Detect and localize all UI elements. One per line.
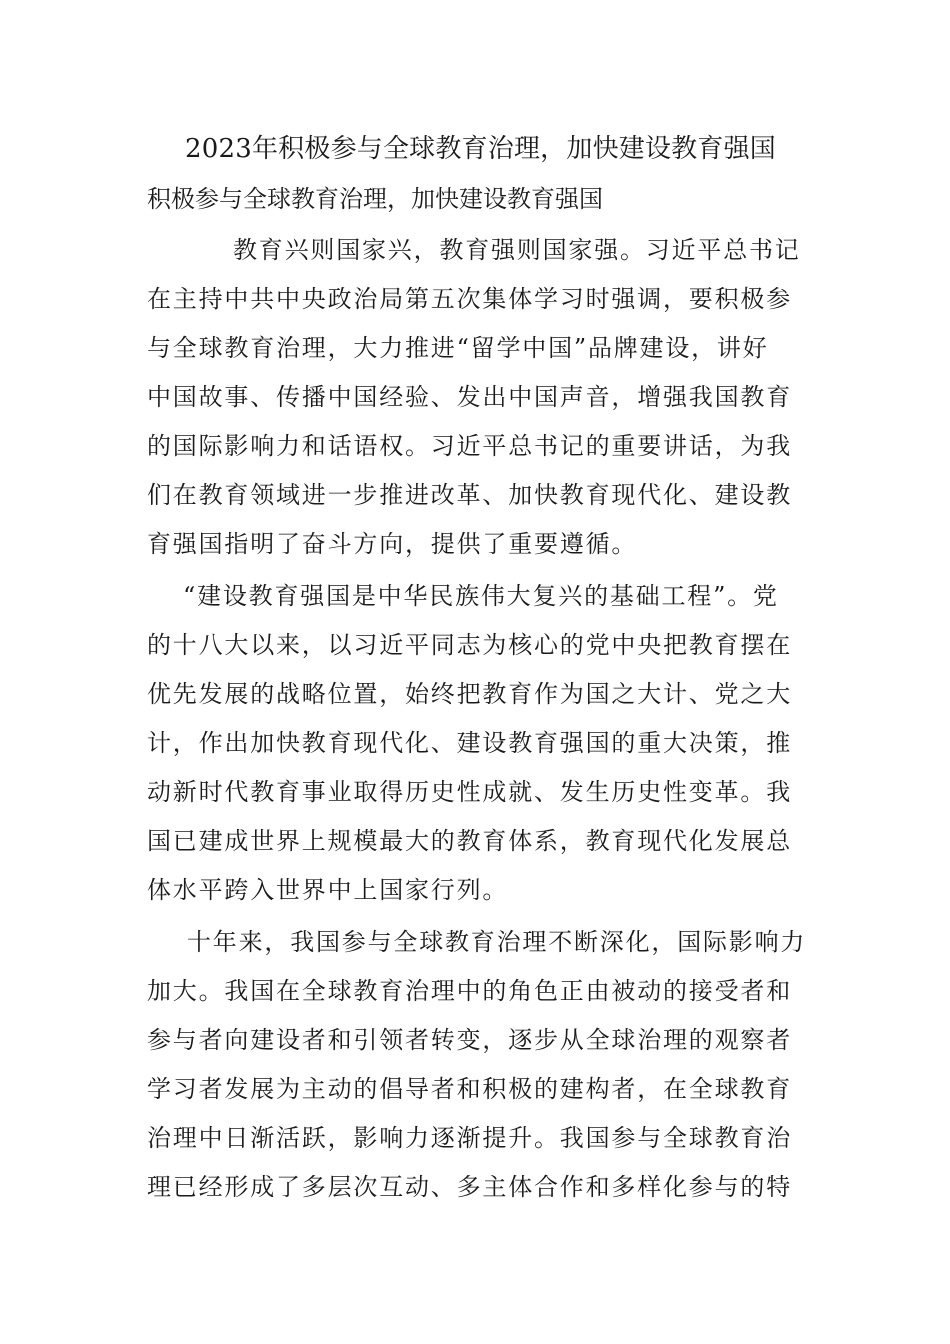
paragraph-line: 十年来，我国参与全球教育治理不断深化，国际影响力: [187, 928, 807, 956]
paragraph-line: 优先发展的战略位置，始终把教育作为国之大计、党之大: [147, 680, 792, 708]
paragraph-line: 的国际影响力和话语权。习近平总书记的重要讲话，为我: [147, 432, 792, 460]
paragraph-line: 学习者发展为主动的倡导者和积极的建构者，在全球教育: [147, 1075, 792, 1103]
paragraph-1: [147, 226, 807, 569]
paragraph-3: [147, 918, 807, 1212]
paragraph-line: 与全球教育治理，大力推进“留学中国”品牌建设，讲好: [147, 334, 769, 362]
paragraph-line: 的十八大以来，以习近平同志为核心的党中央把教育摆在: [147, 631, 792, 659]
paragraph-line: 动新时代教育事业取得历史性成就、发生历史性变革。我: [147, 778, 792, 806]
paragraph-line: 们在教育领域进一步推进改革、加快教育现代化、建设教: [147, 481, 792, 509]
document-title: 2023年积极参与全球教育治理，加快建设教育强国: [185, 134, 776, 164]
paragraph-line: 理已经形成了多层次互动、多主体合作和多样化参与的特: [147, 1173, 792, 1201]
paragraph-line: 在主持中共中央政治局第五次集体学习时强调，要积极参: [147, 285, 792, 313]
document-subtitle: 积极参与全球教育治理，加快建设教育强国: [147, 185, 603, 213]
paragraph-line: 参与者向建设者和引领者转变，逐步从全球治理的观察者: [147, 1026, 792, 1054]
paragraph-2: [147, 572, 807, 915]
paragraph-line: “建设教育强国是中华民族伟大复兴的基础工程”。党: [183, 582, 779, 610]
paragraph-line: 体水平跨入世界中上国家行列。: [147, 876, 509, 904]
paragraph-line: 计，作出加快教育现代化、建设教育强国的重大决策，推: [147, 729, 792, 757]
paragraph-line: 加大。我国在全球教育治理中的角色正由被动的接受者和: [147, 977, 792, 1005]
paragraph-line: 中国故事、传播中国经验、发出中国声音，增强我国教育: [147, 383, 792, 411]
paragraph-line: 治理中日渐活跃，影响力逐渐提升。我国参与全球教育治: [147, 1124, 792, 1152]
paragraph-line: 教育兴则国家兴，教育强则国家强。习近平总书记: [233, 236, 801, 264]
paragraph-line: 育强国指明了奋斗方向，提供了重要遵循。: [147, 530, 638, 558]
paragraph-line: 国已建成世界上规模最大的教育体系，教育现代化发展总: [147, 827, 792, 855]
